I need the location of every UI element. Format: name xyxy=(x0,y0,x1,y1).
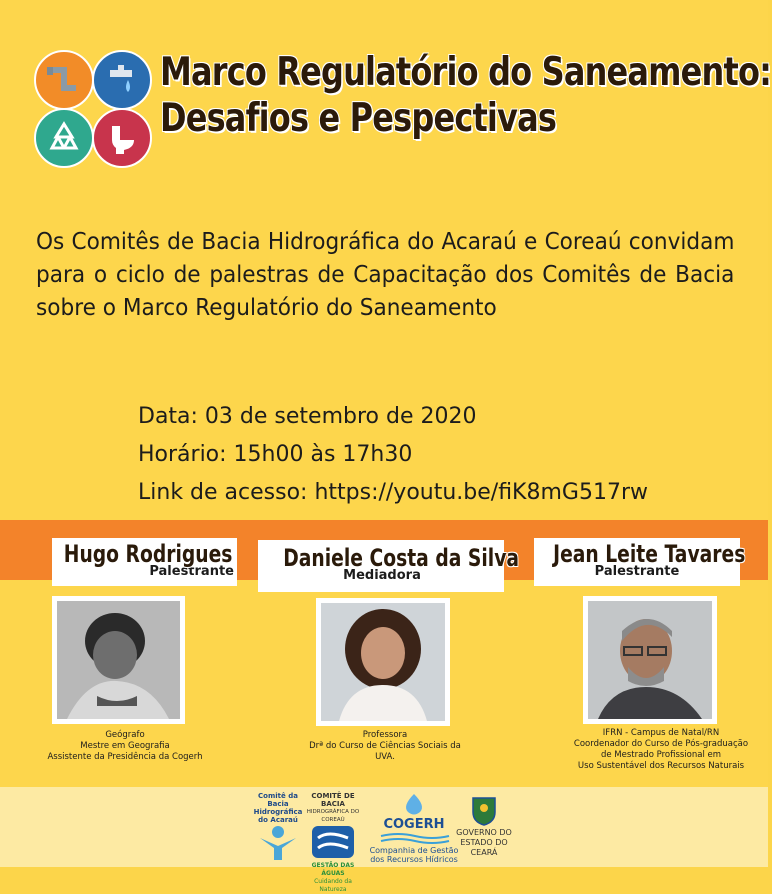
water-drop-icon xyxy=(394,794,434,816)
title-line-1: Marco Regulatório do Saneamento: xyxy=(160,50,772,95)
acarau-committee-logo xyxy=(252,792,304,864)
caption-line: Professora xyxy=(362,730,408,740)
caption-jean xyxy=(566,728,756,772)
caption-line: IFRN - Campus de Natal/RN xyxy=(602,728,720,738)
wave-icon xyxy=(310,824,356,860)
event-date: Data: 03 de setembro de 2020 xyxy=(138,404,477,429)
recycle-icon xyxy=(34,108,94,168)
pipe-icon xyxy=(34,50,94,110)
event-time: Horário: 15h00 às 17h30 xyxy=(138,442,413,467)
logo-text: ESTADO DO CEARÁ xyxy=(460,838,508,857)
logo-text: Companhia de Gestão xyxy=(369,846,459,855)
speaker-role: Mediadora xyxy=(343,568,421,583)
event-link[interactable]: Link de acesso: https://youtu.be/fiK8mG517rw xyxy=(138,480,648,505)
faucet-icon xyxy=(92,50,152,110)
logo-text: COGERH xyxy=(383,817,445,832)
toilet-icon xyxy=(92,108,152,168)
caption-line: Drª do Curso de Ciências Sociais da UVA. xyxy=(309,741,461,762)
person-icon xyxy=(252,824,304,862)
caption-daniele xyxy=(300,730,470,763)
state-coat-of-arms-icon xyxy=(471,796,497,826)
logo-text: COMITÊ DE BACIA xyxy=(311,792,355,808)
caption-line: de Mestrado Profissional em xyxy=(600,750,722,760)
title-line-2: Desafios e Pespectivas xyxy=(160,96,557,141)
speaker-jean xyxy=(526,540,748,579)
speaker-hugo xyxy=(40,540,250,579)
logo-text: HIDROGRÁFICA DO COREAÚ xyxy=(306,809,360,823)
ceara-government-logo xyxy=(452,796,516,858)
coreau-committee-logo xyxy=(302,792,364,894)
logo-text: Comitê da Bacia xyxy=(258,792,298,808)
caption-hugo xyxy=(40,730,210,763)
logo-text: Cuidando da Natureza xyxy=(314,878,352,893)
speaker-name: Jean Leite Tavares xyxy=(553,540,746,568)
photo-jean xyxy=(583,596,717,724)
caption-line: Mestre em Geografia xyxy=(80,741,170,751)
logo-text: dos Recursos Hídricos xyxy=(370,855,458,864)
logo-text: Hidrográfica xyxy=(253,808,303,816)
caption-line: Assistente da Presidência da Cogerh xyxy=(47,752,203,762)
logo-text: GOVERNO DO xyxy=(456,828,512,837)
speaker-daniele xyxy=(250,544,520,583)
speaker-name: Daniele Costa da Silva xyxy=(283,544,520,572)
logo-text: do Acaraú xyxy=(258,816,298,824)
caption-line: Geógrafo xyxy=(105,730,145,740)
intro-text: Os Comitês de Bacia Hidrográfica do Acaraú e Coreaú convidam para o ciclo de palestras de Capacitação dos Comitês de Bacia sobre o Marco Regulatório do Saneamento xyxy=(36,229,735,321)
photo-daniele xyxy=(316,598,450,726)
cogerh-logo xyxy=(366,794,462,864)
wave-stripes-icon xyxy=(379,832,449,844)
event-details xyxy=(138,398,648,512)
speaker-name: Hugo Rodrigues xyxy=(63,540,233,568)
poster-title xyxy=(160,50,772,142)
sanitation-logo xyxy=(34,50,156,168)
photo-hugo xyxy=(52,596,185,724)
logo-text: GESTÃO DAS ÁGUAS xyxy=(311,862,355,877)
speaker-role: Palestrante xyxy=(594,564,680,579)
caption-line: Coordenador do Curso de Pós-graduação xyxy=(573,739,749,749)
speaker-role: Palestrante xyxy=(149,564,234,579)
caption-line: Uso Sustentável dos Recursos Naturais xyxy=(577,761,745,771)
